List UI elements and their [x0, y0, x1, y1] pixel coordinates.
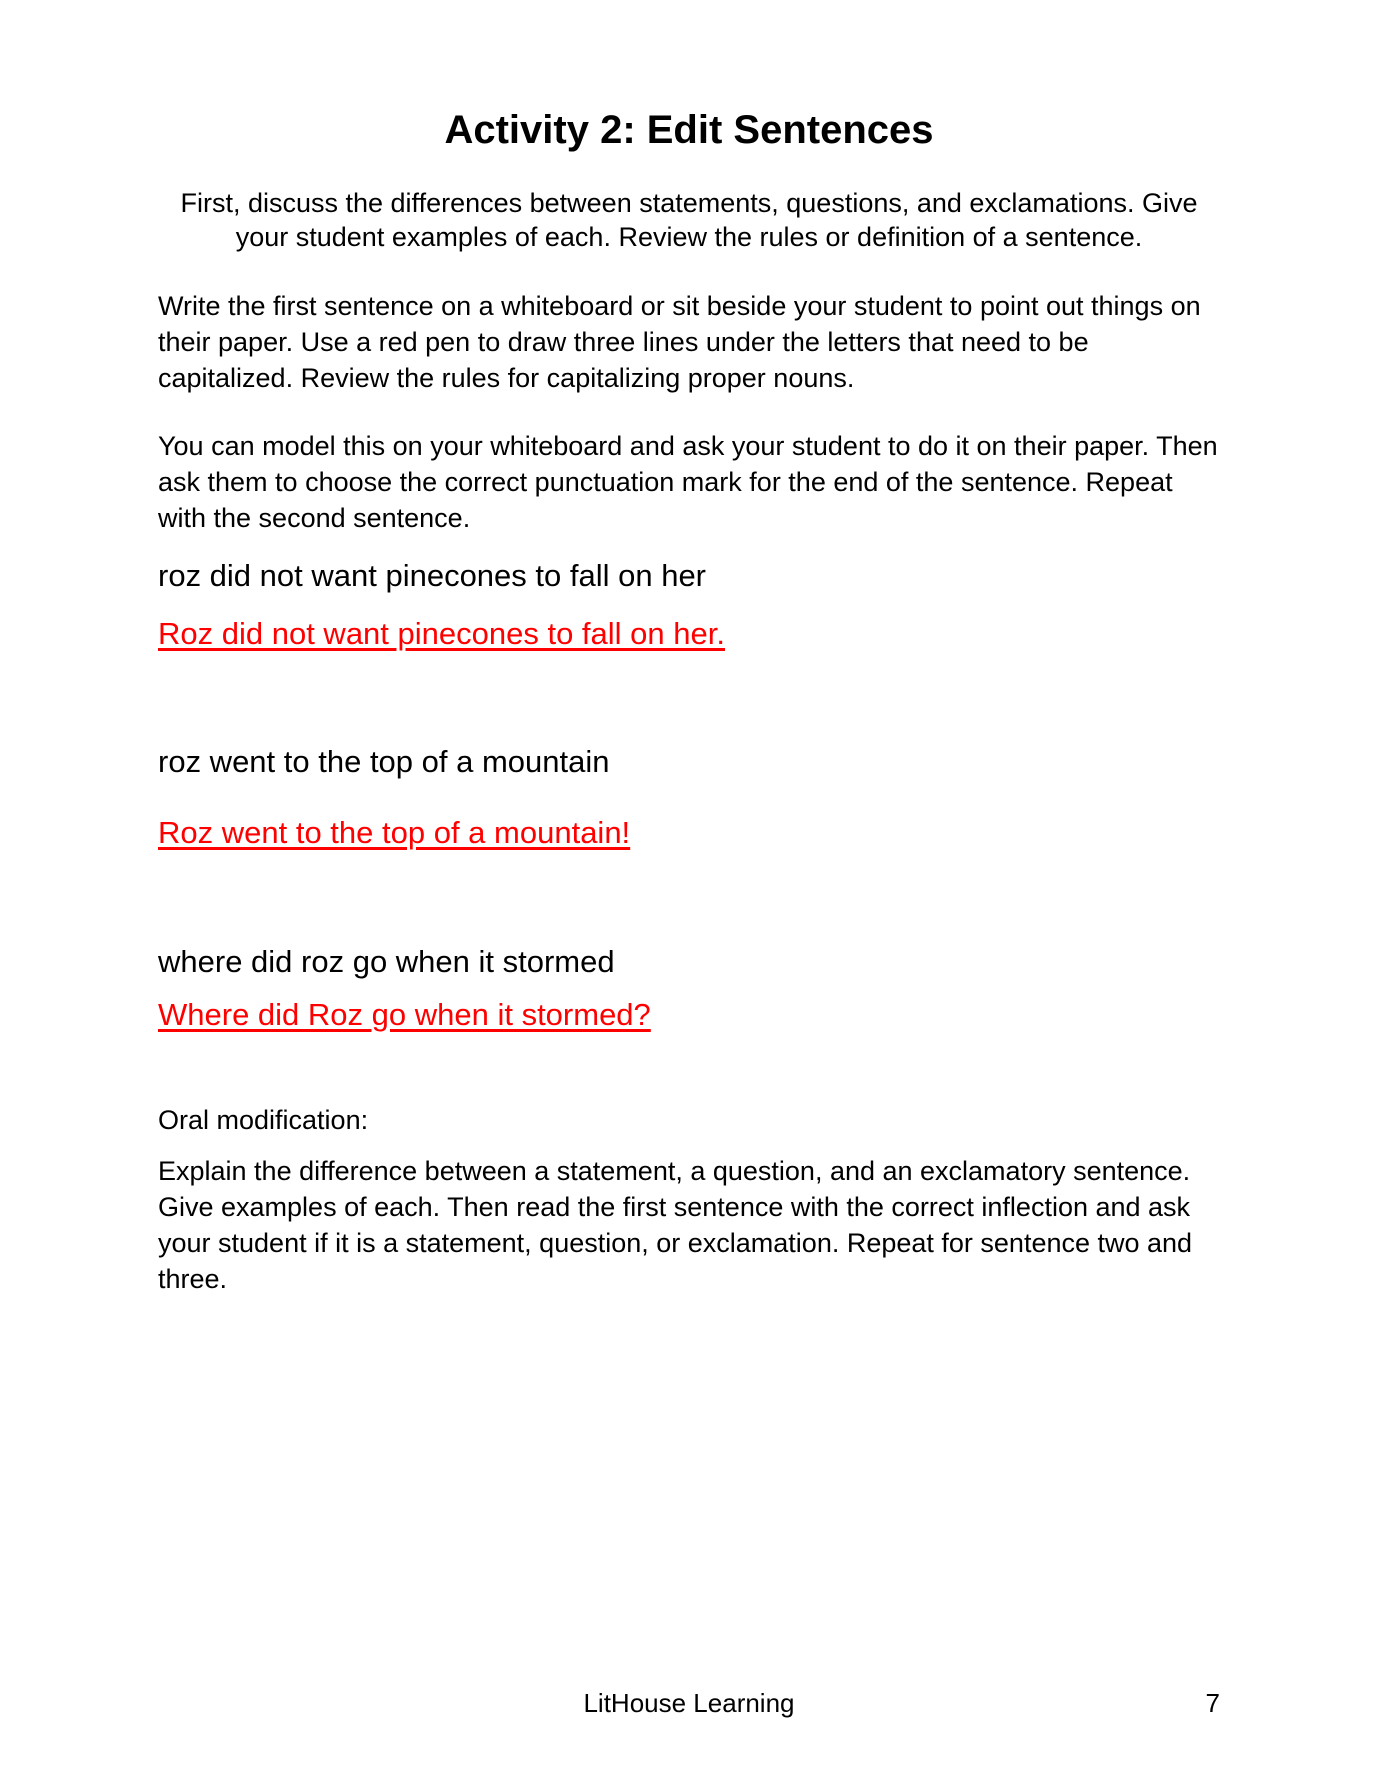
oral-modification-label: Oral modification: [158, 1105, 369, 1135]
exercise-1-corrected-sentence: Roz did not want pinecones to fall on her. [158, 616, 725, 651]
page-footer [158, 1686, 1220, 1720]
exercise-2-corrected-sentence: Roz went to the top of a mountain! [158, 815, 631, 850]
exercise-3-original-sentence: where did roz go when it stormed [158, 944, 615, 979]
instructions-paragraph-2: You can model this on your whiteboard and ask your student to do it on their paper. Then ask them to choose the correct punctuation mark for the end of the sentence. Repeat with the second sentence. [158, 431, 1218, 533]
intro-paragraph: First, discuss the differences between statements, questions, and exclamations. Give your student examples of each. Review the rules or definition of a sentence. [180, 188, 1198, 252]
exercise-2-original-sentence: roz went to the top of a mountain [158, 744, 610, 779]
footer-brand: LitHouse Learning [583, 1688, 795, 1718]
exercise-3-corrected-sentence: Where did Roz go when it stormed? [158, 997, 651, 1032]
page-title: Activity 2: Edit Sentences [444, 108, 934, 152]
instructions-paragraph-1: Write the first sentence on a whiteboard or sit beside your student to point out things on their paper. Use a red pen to draw three lines under the letters that need to be capitalized. Review the rules for capitalizing proper nouns. [158, 291, 1201, 393]
oral-modification-paragraph: Explain the difference between a statement, a question, and an exclamatory sentence. Give examples of each. Then read the first sentence with the correct inflection and ask your student if it is a statement, question, or exclamation. Repeat for sentence two and three. [158, 1156, 1193, 1294]
exercise-1-original-sentence: roz did not want pinecones to fall on her [158, 558, 707, 593]
footer-page-number: 7 [1205, 1688, 1220, 1718]
